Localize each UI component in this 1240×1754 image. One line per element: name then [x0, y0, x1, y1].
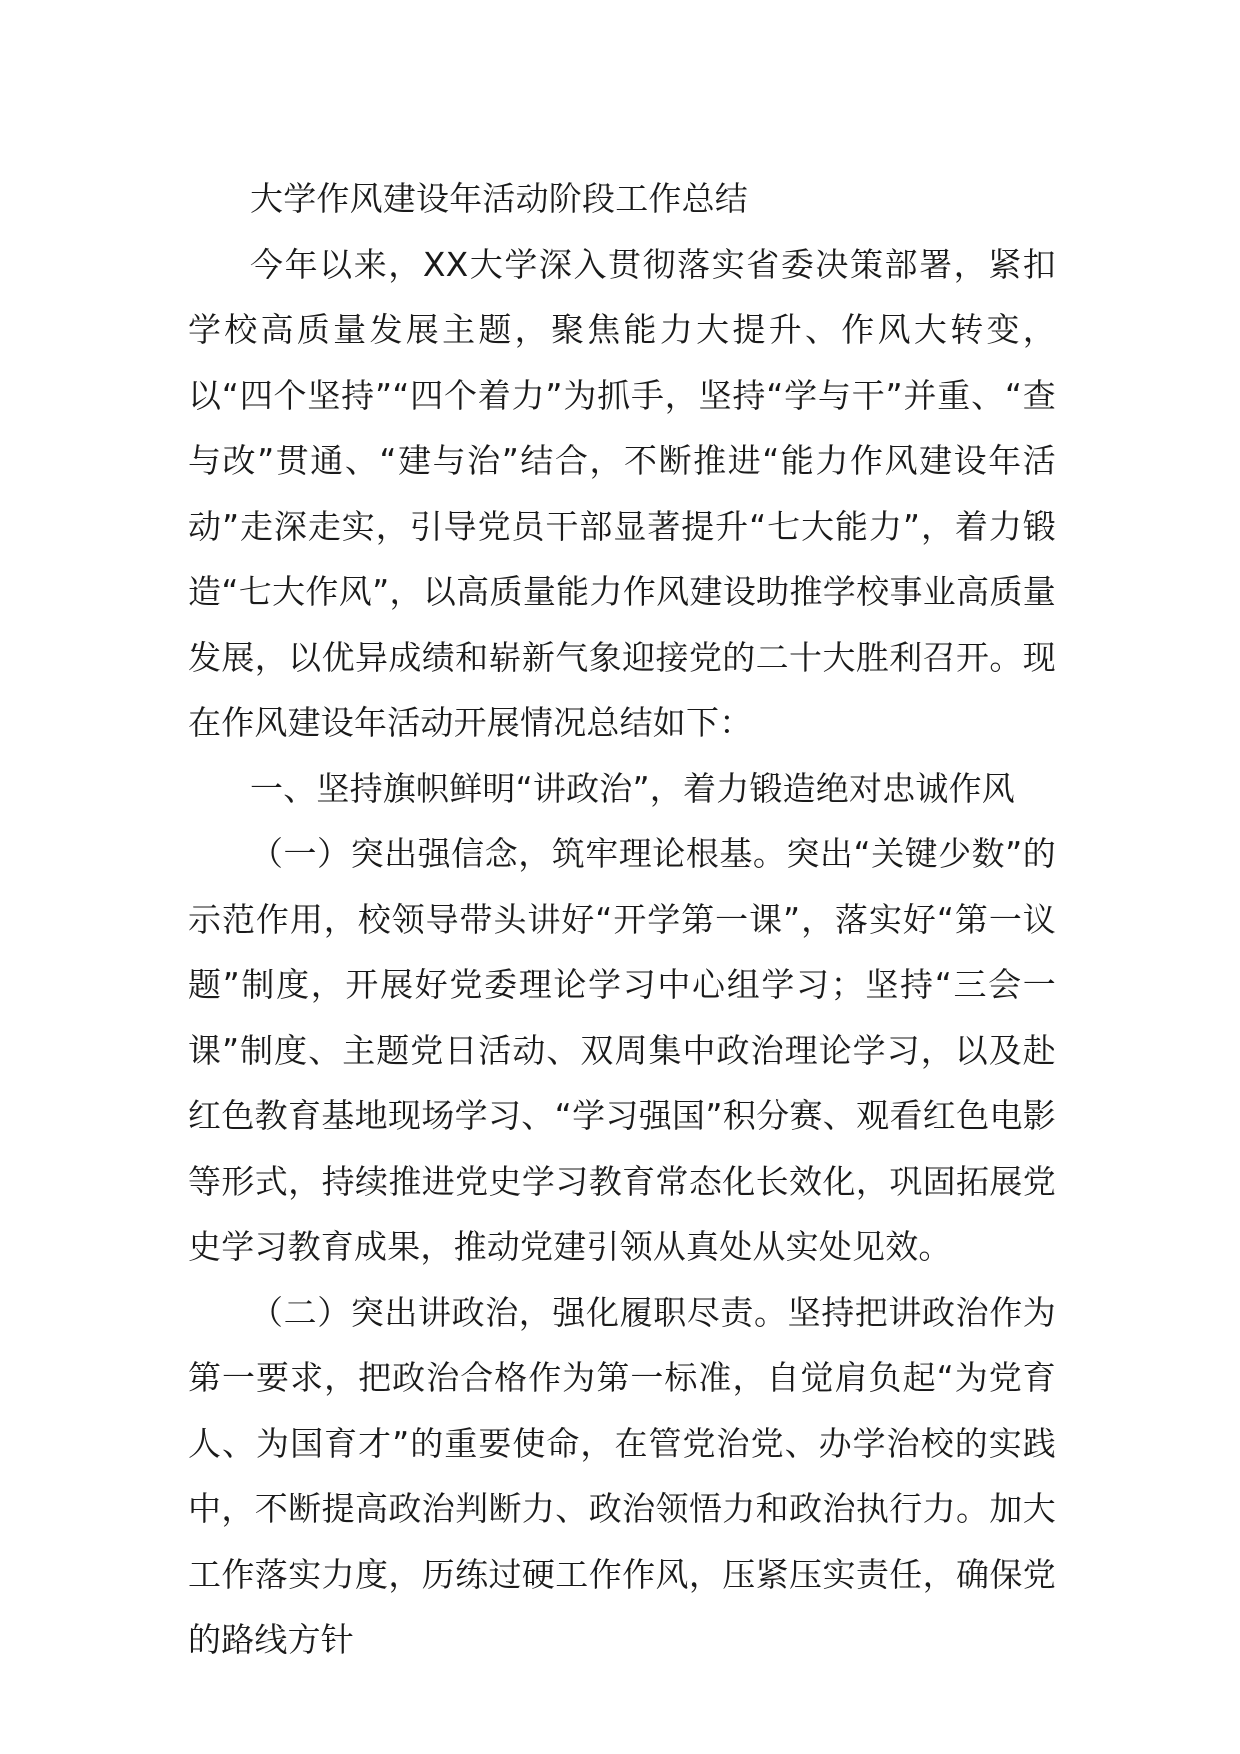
subsection-paragraph-1: （一）突出强信念，筑牢理论根基。突出“关键少数”的示范作用，校领导带头讲好“开学第一课”，落实好“第一议题”制度，开展好党委理论学习中心组学习；坚持“三会一课”制度、主题党日活动、双周集中政治理论学习，以及赴红色教育基地现场学习、“学习强国”积分赛、观看红色电影等形式，持续推进党史学习教育常态化长效化，巩固拓展党史学习教育成果，推动党建引领从真处从实处见效。: [188, 834, 1056, 1266]
section-heading-1: 一、坚持旗帜鲜明“讲政治”，着力锻造绝对忠诚作风: [250, 768, 1015, 808]
subsection-paragraph-2: （二）突出讲政治，强化履职尽责。坚持把讲政治作为第一要求，把政治合格作为第一标准，自觉肩负起“为党育人、为国育才”的重要使命，在管党治党、办学治校的实践中，不断提高政治判断力、政治领悟力和政治执行力。加大工作落实力度，历练过硬工作作风，压紧压实责任，确保党的路线方针: [188, 1292, 1056, 1659]
intro-paragraph: 今年以来，XX大学深入贯彻落实省委决策部署，紧扣学校高质量发展主题，聚焦能力大提升、作风大转变，以“四个坚持”“四个着力”为抓手，坚持“学与干”并重、“查与改”贯通、“建与治”结合，不断推进“能力作风建设年活动”走深走实，引导党员干部显著提升“七大能力”，着力锻造“七大作风”，以高质量能力作风建设助推学校事业高质量发展，以优异成绩和崭新气象迎接党的二十大胜利召开。现在作风建设年活动开展情况总结如下：: [188, 244, 1056, 742]
document-body: [188, 166, 1056, 1673]
document-title: 大学作风建设年活动阶段工作总结: [250, 179, 748, 218]
